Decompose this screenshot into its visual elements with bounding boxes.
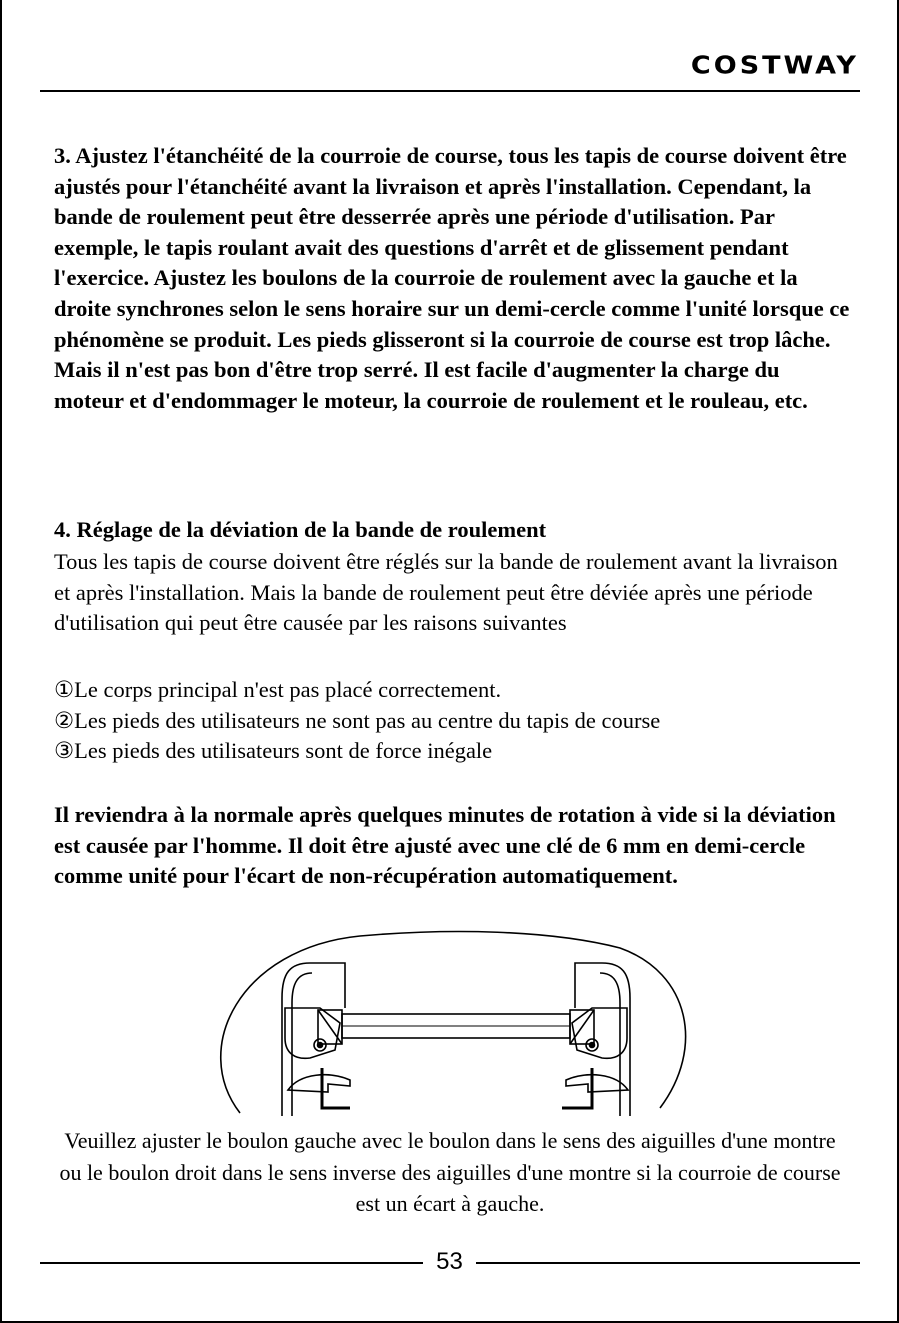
section-4-note: Il reviendra à la normale après quelques minutes de rotation à vide si la déviation est causée par l'homme. Il doit être ajusté avec une clé de 6 mm en demi-cercle comme unité pour l'écart de non-récupération automatiquement. [54, 802, 836, 889]
right-rail [575, 963, 630, 1116]
section-4-intro: Tous les tapis de course doivent être réglés sur la bande de roulement avant la livraison et après l'installation. Mais la bande de roulement peut être déviée après une période d'utilisation qui peut être causée par les raisons suivantes [54, 549, 838, 636]
section-4-heading: 4. Réglage de la déviation de la bande de roulement [54, 517, 547, 542]
reasons-list [54, 675, 854, 767]
footer-rule-right [476, 1262, 860, 1264]
section-3-paragraph: 3. Ajustez l'étanchéité de la courroie de course, tous les tapis de course doivent être ajustés pour l'étanchéité avant la livraison et après l'installation. Cependant, la bande de roulement peut être desserrée après une période d'utilisation. Par exemple, le tapis roulant avait des questions d'arrêt et de glissement pendant l'exercice. Ajustez les boulons de la courroie de roulement avec la gauche et la droite synchrones selon le sens horaire sur un demi-cercle comme l'unité lorsque ce phénomène se produit. Les pieds glisseront si la courroie de course est trop lâche. Mais il n'est pas bon d'être trop serré. Il est facile d'augmenter la charge du moteur et d'endommager le moteur, la courroie de roulement et le rouleau, etc. [54, 143, 850, 413]
header-rule [40, 90, 860, 92]
figure-caption: Veuillez ajuster le boulon gauche avec le boulon dans le sens des aiguilles d'une montre ou le boulon droit dans le sens inverse des aiguilles d'une montre si la courroie de course est un écart à gauche. [59, 1128, 841, 1216]
reason-item-2: ②Les pieds des utilisateurs ne sont pas au centre du tapis de course [54, 707, 661, 733]
brand-logo: COSTWAY [690, 51, 859, 80]
reason-item-3: ③Les pieds des utilisateurs sont de force inégale [54, 738, 493, 764]
treadmill-rear-adjustment-diagram [200, 928, 710, 1118]
page-border-left [0, 0, 2, 1323]
left-rotation-arrow [288, 1075, 350, 1092]
footer-rule-left [40, 1262, 423, 1264]
page-number: 53 [436, 1248, 463, 1275]
right-rotation-arrow [566, 1075, 628, 1092]
right-end-cap [572, 1008, 627, 1058]
left-end-cap [285, 1008, 340, 1058]
reason-item-1: ①Le corps principal n'est pas placé correctement. [54, 677, 502, 702]
